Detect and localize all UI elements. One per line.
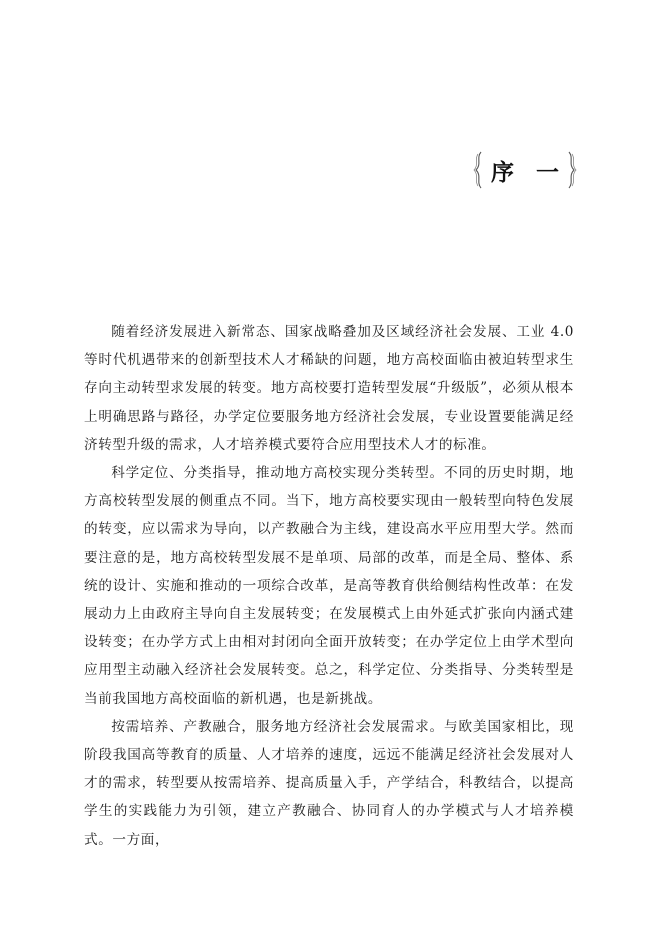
paragraph-1: 随着经济发展进入新常态、国家战略叠加及区域经济社会发展、工业 4.0 等时代机遇带来的创新型技术人才稀缺的问题，地方高校面临由被迫转型求生存向主动转型求发展的转变。地方高校要打造转型发展“升级版”，必须从根本上明确思路与路径，办学定位要服务地方经济社会发展，专业设置要能满足经济转型升级的需求，人才培养模式要符合应用型技术人才的标准。 (84, 324, 574, 453)
left-bracket-ornament-icon (470, 150, 486, 190)
paragraph-3: 按需培养、产教融合，服务地方经济社会发展需求。与欧美国家相比，现阶段我国高等教育的质量、人才培养的速度，远远不能满足经济社会发展对人才的需求，转型要从按需培养、提高质量入手，产学结合，科教结合，以提高学生的实践能力为引领，建立产教融合、协同育人的办学模式与人才培养模式。一方面， (84, 718, 574, 848)
paragraph-2: 科学定位、分类指导，推动地方高校实现分类转型。不同的历史时期，地方高校转型发展的侧重点不同。当下，地方高校要实现由一般转型向特色发展的转变，应以需求为导向，以产教融合为主线，建设高水平应用型大学。然而要注意的是，地方高校转型发展不是单项、局部的改革，而是全局、整体、系统的设计、实施和推动的一项综合改革，是高等教育供给侧结构性改革：在发展动力上由政府主导向自主发展转变；在发展模式上由外延式扩张向内涵式建设转变；在办学方式上由相对封闭向全面开放转变；在办学定位上由学术型向应用型主动融入经济社会发展转变。总之，科学定位、分类指导、分类转型是当前我国地方高校面临的新机遇，也是新挑战。 (84, 465, 574, 707)
right-bracket-ornament-icon (564, 150, 580, 190)
page-title: 序一 (491, 159, 581, 186)
body-text (84, 318, 574, 854)
chapter-heading (470, 150, 580, 190)
